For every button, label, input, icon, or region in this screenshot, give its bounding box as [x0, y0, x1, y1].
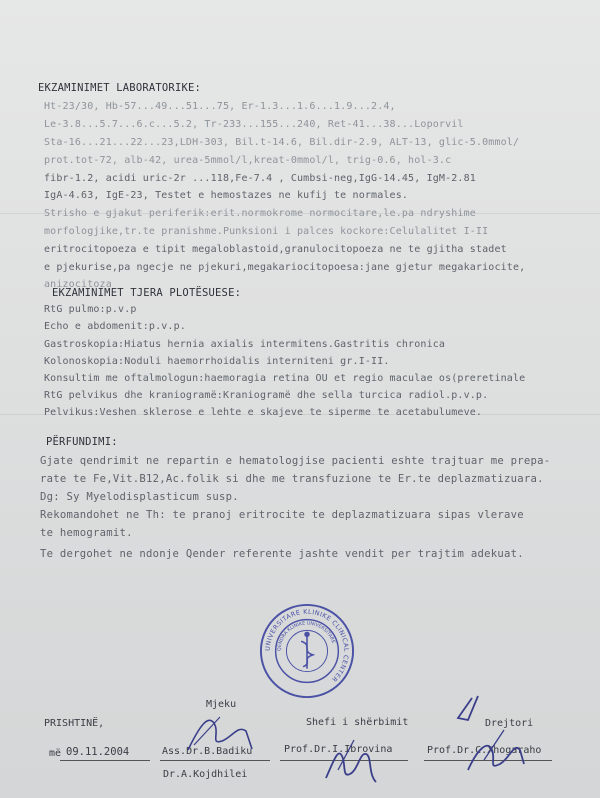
exam-line: Pelvikus:Veshen sklerose e lehte e skajeve te siperme te acetabulumeve. [44, 407, 483, 418]
stamp-outer-text: UNIVERSITARE KLINIKE CLINICAL CENTER [263, 607, 351, 684]
director-signature [448, 690, 538, 780]
director-label: Drejtori [485, 718, 534, 729]
exam-line: Echo e abdomenit:p.v.p. [44, 321, 186, 332]
doctor-signature [180, 705, 260, 765]
stamp-inner-text: QENDRA KLINIKE UNIVERSITARE [277, 621, 336, 652]
lab-line: fibr-1.2, acidi uric-2r ...118,Fe-7.4 , Cumbsi-neg,IgG-14.45, IgM-2.81 [44, 173, 476, 184]
conclusion-line: Dg: Sy Myelodisplasticum susp. [40, 491, 239, 503]
lab-line: prot.tot-72, alb-42, urea-5mmol/l,kreat-0mmol/l, trig-0.6, hol-3.c [44, 155, 452, 166]
footer-date-prefix: më [49, 748, 62, 759]
lab-line: morfologjike,tr.te pranishme.Punksioni i palces kockore:Celulalitet I-II [44, 226, 489, 237]
exam-line: RtG pelvikus dhe kraniogramë:Kraniogramë dhe sella turcica radiol.p.v.p. [44, 390, 489, 401]
conclusion-line: Gjate qendrimit ne repartin e hematologjise pacienti eshte trajtuar me prepa- [40, 455, 551, 467]
date-underline [60, 760, 150, 761]
chief-signature [320, 730, 390, 790]
chief-name: Prof.Dr.I.Ibrovina [284, 744, 393, 755]
other-exams-title: EKZAMINIMET TJERA PLOTËSUESE: [52, 287, 242, 299]
conclusion-line: rate te Fe,Vit.B12,Ac.folik si dhe me transfuzione te Er.te deplazmatizuara. [40, 473, 544, 485]
doctor-names: Ass.Dr.B.Badiku [162, 746, 253, 757]
exam-line: RtG pulmo:p.v.p [44, 304, 137, 315]
university-seal-stamp [258, 602, 356, 700]
lab-line: eritrocitopoeza e tipit megaloblastoid,granulocitopoeza ne te gjitha stadet [44, 244, 507, 255]
lab-line: Le-3.8...5.7...6.c...5.2, Tr-233...155...240, Ret-41...38...Loporvil [44, 119, 464, 130]
conclusion-line: Te dergohet ne ndonje Qender referente jashte vendit per trajtim adekuat. [40, 548, 524, 560]
caduceus-icon [301, 632, 313, 668]
doctor-label: Mjeku [206, 699, 237, 710]
chief-label: Shefi i shërbimit [306, 717, 409, 728]
conclusion-line: te hemogramit. [40, 527, 133, 539]
exam-line: Kolonoskopia:Noduli haemorrhoidalis interniteni gr.I-II. [44, 356, 390, 367]
lab-line: Ht-23/30, Hb-57...49...51...75, Er-1.3...1.6...1.9...2.4, [44, 101, 396, 112]
lab-line: Strisho e gjakut periferik:erit.normokrome normocitare,le.pa ndryshime [44, 208, 476, 219]
lab-line: IgA-4.63, IgE-23, Testet e hemostazes ne kufij te normales. [44, 190, 409, 201]
lab-line: e pjekurise,pa ngecje ne pjekuri,megakariocitopoesa:jane gjetur megakariocite, [44, 262, 526, 273]
lab-line: Sta-16...21...22...23,LDH-303, Bil.t-14.6, Bil.dir-2.9, ALT-13, glic-5.0mmol/ [44, 137, 520, 148]
footer-place: PRISHTINË, [44, 718, 105, 729]
lab-section-title: EKZAMINIMET LABORATORIKE: [38, 82, 202, 94]
director-name: Prof.Dr.C.Xhogaraho [427, 745, 542, 756]
footer-date: 09.11.2004 [66, 746, 130, 758]
exam-line: Gastroskopia:Hiatus hernia axialis intermitens.Gastritis chronica [44, 339, 446, 350]
exam-line: Konsultim me oftalmologun:haemoragia retina OU et regio maculae os(preretinale [44, 373, 526, 384]
conclusion-title: PËRFUNDIMI: [46, 436, 118, 448]
lab-line: anizocitoza [44, 279, 112, 290]
doctor-names-2: Dr.A.Kojdhilei [163, 769, 248, 780]
conclusion-line: Rekomandohet ne Th: te pranoj eritrocite te deplazmatizuara sipas vlerave [40, 509, 524, 521]
